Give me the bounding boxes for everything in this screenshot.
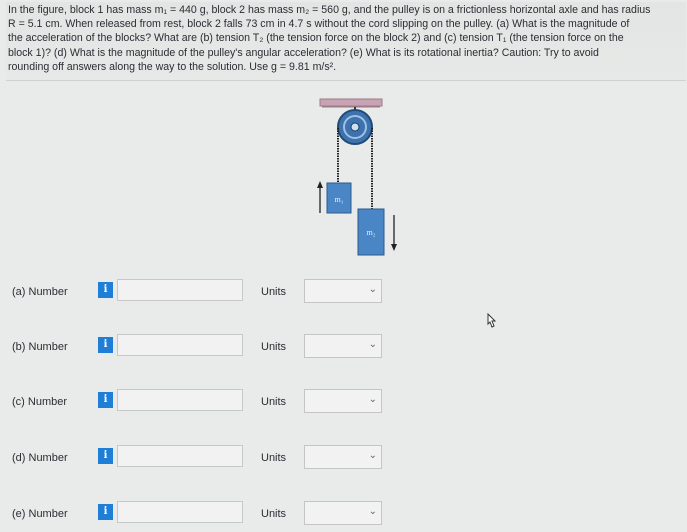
units-label: Units: [261, 396, 287, 408]
problem-line: R = 5.1 cm. When released from rest, block 2 falls 73 cm in 4.7 s without the cord slipping on the pulley. (a) What is the magnitude of: [8, 18, 630, 31]
units-select-e[interactable]: [304, 501, 382, 525]
block-1-label: m₁: [334, 195, 344, 204]
number-input-e[interactable]: [117, 501, 243, 523]
units-select-d[interactable]: [304, 445, 382, 469]
problem-line: the acceleration of the blocks? What are (b) tension T₂ (the tension force on the block 2) and (c) tension T₁ (the tension force on the: [8, 32, 624, 45]
problem-line: rounding off answers along the way to the solution. Use g = 9.81 m/s².: [8, 60, 337, 73]
answer-row-a: [0, 277, 687, 307]
problem-line: In the figure, block 1 has mass m₁ = 440 g, block 2 has mass m₂ = 560 g, and the pulley is on a frictionless horizontal axle and has radius: [8, 4, 651, 16]
block-2-label: m₂: [366, 228, 376, 237]
answer-row-b: [0, 332, 687, 362]
number-input-a[interactable]: [117, 279, 243, 301]
chevron-down-icon: ⌄: [368, 339, 377, 350]
units-select-c[interactable]: [304, 389, 382, 413]
answer-label: (c) Number: [12, 396, 68, 408]
units-label: Units: [261, 452, 287, 464]
answer-row-d: [0, 443, 687, 473]
units-label: Units: [261, 508, 287, 520]
answer-row-e: [0, 499, 687, 529]
chevron-down-icon: ⌄: [368, 284, 377, 295]
info-icon[interactable]: i: [98, 337, 113, 353]
answer-row-c: [0, 387, 687, 417]
answer-label: (e) Number: [12, 508, 68, 520]
units-label: Units: [261, 341, 287, 353]
mouse-cursor-icon: [485, 313, 499, 329]
answer-label: (d) Number: [12, 452, 68, 464]
number-input-d[interactable]: [117, 445, 243, 467]
answer-label: (a) Number: [12, 286, 68, 298]
units-label: Units: [261, 286, 287, 298]
number-input-c[interactable]: [117, 389, 243, 411]
pulley-diagram: [300, 95, 410, 265]
info-icon[interactable]: i: [98, 504, 113, 520]
problem-statement: [6, 2, 686, 81]
chevron-down-icon: ⌄: [368, 394, 377, 405]
answer-label: (b) Number: [12, 341, 68, 353]
chevron-down-icon: ⌄: [368, 506, 377, 517]
info-icon[interactable]: i: [98, 448, 113, 464]
units-select-b[interactable]: [304, 334, 382, 358]
info-icon[interactable]: i: [98, 282, 113, 298]
units-select-a[interactable]: [304, 279, 382, 303]
number-input-b[interactable]: [117, 334, 243, 356]
chevron-down-icon: ⌄: [368, 450, 377, 461]
info-icon[interactable]: i: [98, 392, 113, 408]
ceiling-bar: [320, 99, 382, 106]
pulley-figure: [300, 95, 410, 265]
problem-line: block 1)? (d) What is the magnitude of the pulley's angular acceleration? (e) What is its rotational inertia? Caution: Try to avoid: [8, 46, 599, 59]
